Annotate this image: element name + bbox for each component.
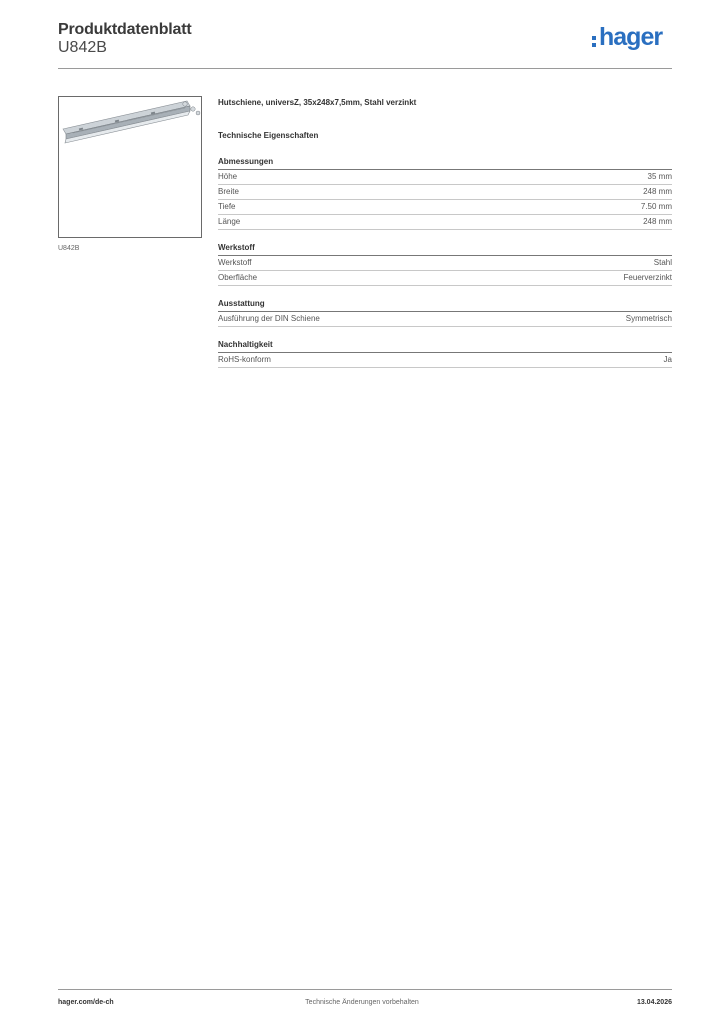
row-value: 248 mm [643, 217, 672, 226]
row-label: RoHS-konform [218, 355, 271, 364]
footer-website-link[interactable]: hager.com/de-ch [58, 999, 114, 1006]
row-label: Oberfläche [218, 273, 258, 282]
header-divider [58, 68, 672, 69]
table-row [218, 256, 672, 271]
row-label: Breite [218, 187, 239, 196]
row-value: Stahl [653, 258, 672, 267]
row-label: Höhe [218, 172, 238, 181]
table-row [218, 185, 672, 200]
product-description: Hutschiene, universZ, 35x248x7,5mm, Stahl verzinkt [218, 98, 417, 107]
image-caption: U842B [58, 245, 80, 252]
section-sustainability [218, 338, 672, 368]
row-value: 35 mm [647, 172, 672, 181]
din-rail-icon [59, 97, 201, 237]
row-label: Tiefe [218, 202, 236, 211]
row-value: Feuerverzinkt [623, 273, 672, 282]
table-row [218, 353, 672, 368]
section-equipment [218, 297, 672, 327]
row-value: Symmetrisch [625, 314, 672, 323]
table-row [218, 215, 672, 230]
logo-text: hager [599, 23, 663, 51]
section-material [218, 241, 672, 286]
row-value: 7.50 mm [640, 202, 672, 211]
table-row [218, 271, 672, 286]
section-title: Werkstoff [218, 241, 672, 256]
table-row [218, 312, 672, 327]
footer-date: 13.04.2026 [636, 999, 672, 1006]
row-label: Ausführung der DIN Schiene [218, 314, 320, 323]
footer-divider [58, 989, 672, 990]
logo-dots-icon [592, 36, 597, 50]
product-code: U842B [58, 39, 107, 56]
table-row [218, 170, 672, 185]
row-label: Werkstoff [218, 258, 252, 267]
table-row [218, 200, 672, 215]
page-title: Produktdatenblatt [58, 21, 192, 38]
section-dimensions [218, 155, 672, 230]
footer-notice: Technische Änderungen vorbehalten [305, 999, 419, 1006]
section-title: Nachhaltigkeit [218, 338, 672, 353]
tech-properties-title: Technische Eigenschaften [218, 131, 319, 140]
section-title: Abmessungen [218, 155, 672, 170]
row-value: 248 mm [643, 187, 672, 196]
product-details [218, 96, 672, 379]
row-label: Länge [218, 217, 241, 226]
row-value: Ja [663, 355, 672, 364]
section-title: Ausstattung [218, 297, 672, 312]
product-image [58, 96, 202, 238]
